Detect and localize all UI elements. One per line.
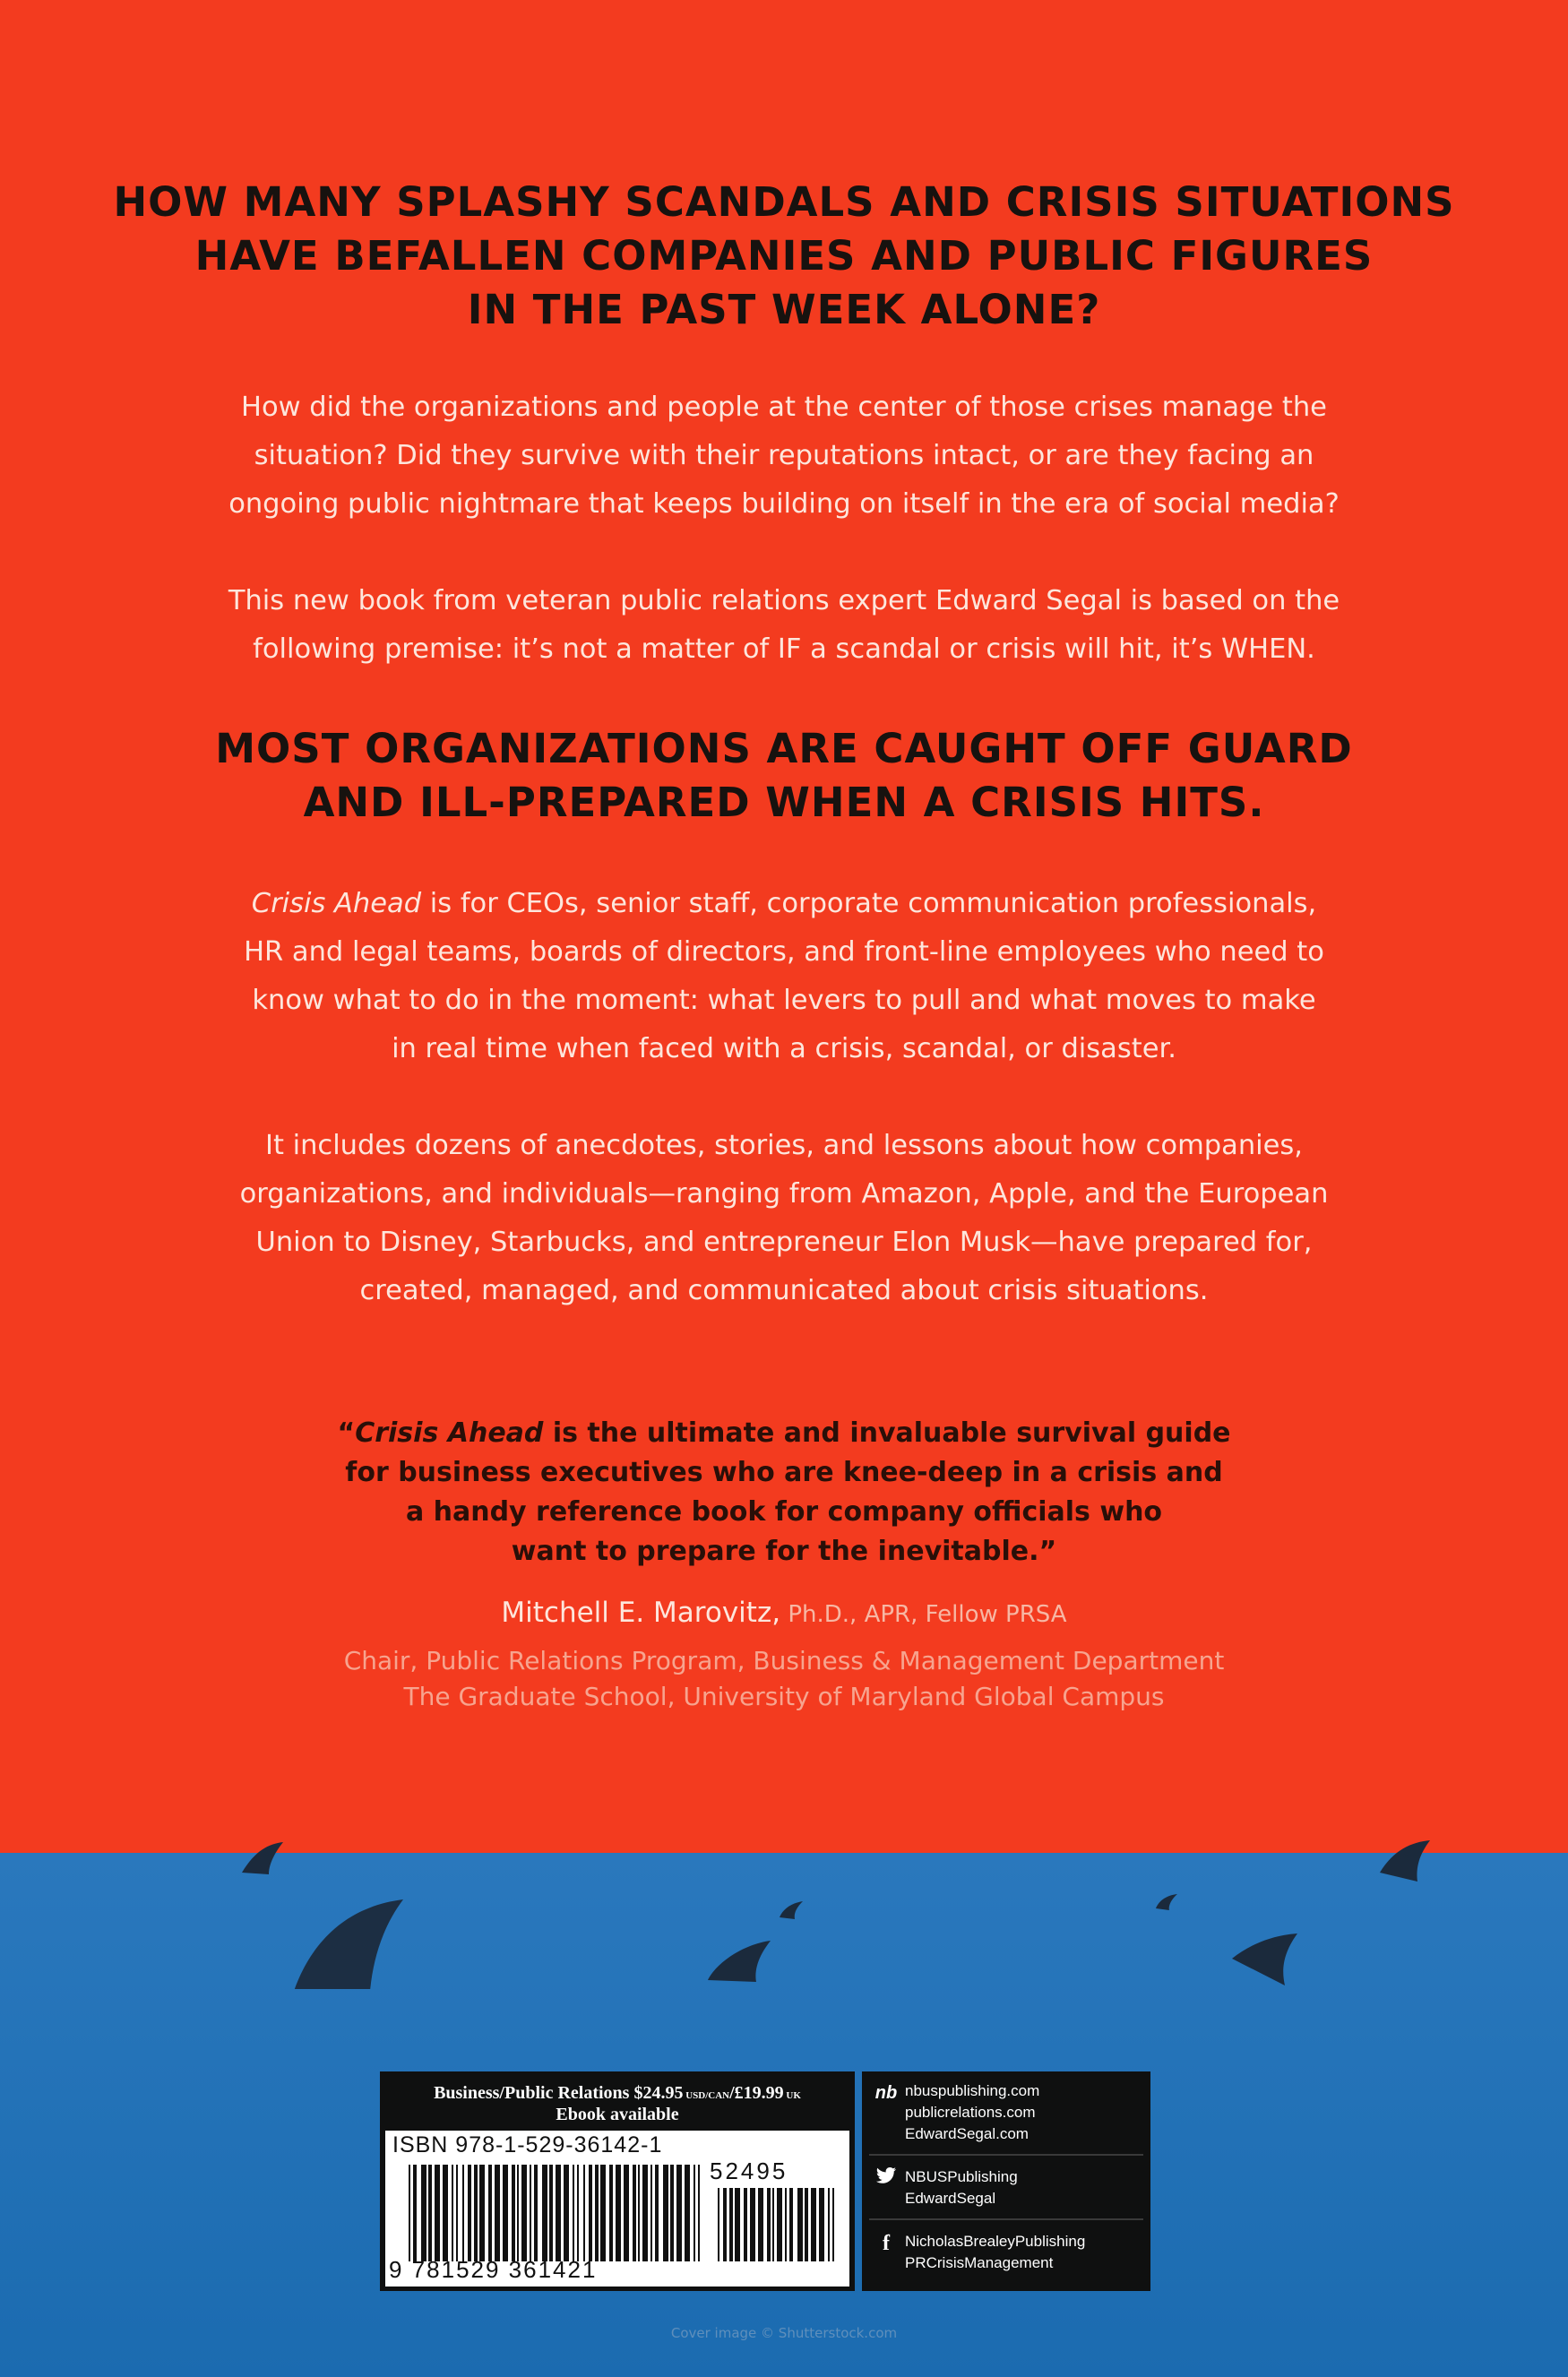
ean-number: 9 781529 361421	[389, 2256, 598, 2283]
barcode-bar	[663, 2165, 668, 2261]
barcode-bar	[556, 2165, 561, 2261]
barcode-bar	[600, 2165, 606, 2261]
barcode-addon-bar	[750, 2188, 755, 2261]
paragraph-text: is for CEOs, senior staff, corporate communication professionals,	[421, 888, 1317, 919]
barcode-addon-bar	[767, 2188, 771, 2261]
category-label: Business/Public Relations	[434, 2083, 634, 2103]
barcode-addon-bar	[819, 2188, 824, 2261]
price-line	[380, 2082, 855, 2106]
paragraph-line	[0, 880, 1568, 928]
price-separator: /	[729, 2083, 735, 2103]
barcode-addon-bar	[718, 2188, 719, 2261]
barcode-bar	[650, 2165, 652, 2261]
price-barcode-panel	[380, 2071, 855, 2291]
barcode-bar	[452, 2165, 453, 2261]
price-gbp-unit: UK	[783, 2090, 801, 2101]
twitter-bird-icon	[874, 2166, 898, 2192]
headline-line: HAVE BEFALLEN COMPANIES AND PUBLIC FIGURES	[194, 232, 1374, 280]
barcode-bar	[468, 2165, 471, 2261]
barcode-bar	[542, 2165, 547, 2261]
barcode-bar	[479, 2165, 485, 2261]
barcode-bar	[616, 2165, 621, 2261]
quote-line: want to prepare for the inevitable.”	[511, 1536, 1057, 1567]
barcode-bar	[583, 2165, 585, 2261]
barcode-bar	[534, 2165, 538, 2261]
barcode-addon-bar	[772, 2188, 774, 2261]
divider	[869, 2218, 1143, 2220]
endorser-role-line: The Graduate School, University of Maryland Global Campus	[403, 1682, 1165, 1711]
paragraph-line: It includes dozens of anecdotes, stories, and lessons about how companies,	[264, 1130, 1304, 1161]
barcode-bar	[694, 2165, 695, 2261]
website-link[interactable]: EdwardSegal.com	[905, 2125, 1029, 2142]
barcode-bar	[685, 2165, 690, 2261]
website-link[interactable]: nbuspublishing.com	[905, 2082, 1040, 2099]
isbn-number: ISBN 978-1-529-36142-1	[392, 2132, 663, 2157]
barcode-bar	[595, 2165, 599, 2261]
paragraph-line: following premise: it’s not a matter of IF a scandal or crisis will hit, it’s WHEN.	[253, 633, 1315, 665]
cover-image-credit: Cover image © Shutterstock.com	[670, 2325, 898, 2341]
barcode-bar	[655, 2165, 659, 2261]
barcode-box	[385, 2131, 849, 2287]
barcode-addon-bar	[797, 2188, 803, 2261]
barcode-addon-bar	[744, 2188, 747, 2261]
endorser-role-line: Chair, Public Relations Program, Business & Management Department	[343, 1646, 1225, 1675]
endorser-name-line	[0, 1593, 1568, 1634]
paragraph-line: HR and legal teams, boards of directors, and front-line employees who need to	[244, 936, 1324, 968]
quote-line: for business executives who are knee-deep in a crisis and	[345, 1457, 1223, 1488]
nb-logo-icon: nb	[874, 2083, 898, 2103]
publisher-panel	[862, 2071, 1150, 2291]
barcode-bar	[512, 2165, 515, 2261]
facebook-page[interactable]: NicholasBrealeyPublishing	[905, 2233, 1086, 2250]
barcode-bar	[549, 2165, 553, 2261]
paragraph-line: organizations, and individuals—ranging from Amazon, Apple, and the European	[239, 1178, 1329, 1210]
headline-line: IN THE PAST WEEK ALONE?	[467, 286, 1101, 333]
barcode-addon-bar	[828, 2188, 830, 2261]
barcode-bar	[624, 2165, 629, 2261]
barcode-bar	[530, 2165, 531, 2261]
endorser-name: Mitchell E. Marovitz,	[501, 1597, 781, 1629]
quote-line	[0, 1414, 1568, 1453]
barcode-addon-bar	[723, 2188, 727, 2261]
barcode-bar	[609, 2165, 613, 2261]
barcode-bar	[421, 2165, 426, 2261]
shark-fin	[1156, 1894, 1177, 1910]
headline-line: AND ILL-PREPARED WHEN A CRISIS HITS.	[303, 779, 1265, 826]
barcode-bar	[577, 2165, 579, 2261]
barcode-addon-bar	[832, 2188, 834, 2261]
price-usd: $24.95	[633, 2083, 684, 2103]
quote-text: is the ultimate and invaluable survival guide	[543, 1417, 1231, 1449]
endorser-credentials: Ph.D., APR, Fellow PRSA	[780, 1601, 1067, 1628]
paragraph-line: This new book from veteran public relations expert Edward Segal is based on the	[228, 585, 1340, 616]
ebook-availability: Ebook available	[556, 2105, 679, 2124]
barcode-addon-bar	[758, 2188, 763, 2261]
barcode-bar	[638, 2165, 640, 2261]
book-title: Crisis Ahead	[251, 888, 422, 919]
barcode-bar	[495, 2165, 500, 2261]
barcode-bar	[428, 2165, 432, 2261]
barcode-bar	[633, 2165, 636, 2261]
barcode-bar	[670, 2165, 674, 2261]
barcode-bar	[573, 2165, 574, 2261]
barcode-addon-bar	[811, 2188, 816, 2261]
barcode-addon-number: 52495	[710, 2157, 788, 2184]
barcode-bar	[474, 2165, 478, 2261]
barcode-bar	[456, 2165, 458, 2261]
twitter-handle[interactable]: NBUSPublishing	[905, 2168, 1018, 2185]
price-usd-unit: USD/CAN	[683, 2090, 730, 2101]
shark-fins-illustration	[0, 1810, 1568, 1989]
barcode-addon-bar	[805, 2188, 808, 2261]
divider	[869, 2154, 1143, 2156]
quote-line: a handy reference book for company officials who	[405, 1496, 1163, 1528]
barcode-addon-bar	[789, 2188, 793, 2261]
paragraph-line: situation? Did they survive with their reputations intact, or are they facing an	[254, 440, 1314, 471]
paragraph-line: know what to do in the moment: what levers to pull and what moves to make	[252, 985, 1316, 1016]
barcode-addon-bar	[777, 2188, 782, 2261]
shark-fin	[1380, 1840, 1430, 1882]
facebook-page[interactable]: PRCrisisManagement	[905, 2254, 1054, 2271]
book-title: Crisis Ahead	[355, 1417, 544, 1449]
barcode-bar	[413, 2165, 417, 2261]
shark-fin	[1232, 1933, 1297, 1985]
barcode-bar	[589, 2165, 592, 2261]
barcode-bar	[488, 2165, 492, 2261]
facebook-icon: f	[883, 2232, 890, 2255]
headline-line: MOST ORGANIZATIONS ARE CAUGHT OFF GUARD	[215, 725, 1353, 772]
barcode-bar	[517, 2165, 519, 2261]
barcode-bar	[564, 2165, 569, 2261]
barcode-bar	[409, 2165, 410, 2261]
paragraph-line: ongoing public nightmare that keeps building on itself in the era of social media?	[228, 488, 1340, 520]
barcode-addon-bar	[735, 2188, 740, 2261]
barcode-addon-bar	[785, 2188, 787, 2261]
barcode-bar	[521, 2165, 527, 2261]
barcode-addon-bar	[729, 2188, 733, 2261]
barcode-bar	[503, 2165, 508, 2261]
barcode-bar	[435, 2165, 440, 2261]
barcode-bar	[676, 2165, 682, 2261]
paragraph-line: Union to Disney, Starbucks, and entrepreneur Elon Musk—have prepared for,	[255, 1227, 1313, 1258]
paragraph-line: How did the organizations and people at the center of those crises manage the	[241, 392, 1327, 423]
shark-fin	[242, 1842, 283, 1874]
quote-open-mark: “	[337, 1417, 356, 1449]
barcode-bar	[443, 2165, 448, 2261]
barcode-bar	[642, 2165, 648, 2261]
paragraph-line: created, managed, and communicated about crisis situations.	[359, 1275, 1209, 1306]
website-link[interactable]: publicrelations.com	[905, 2104, 1036, 2121]
barcode-bars	[409, 2165, 839, 2261]
barcode-bar	[462, 2165, 464, 2261]
price-gbp: £19.99	[734, 2083, 784, 2103]
shark-fin	[285, 1899, 403, 1989]
barcode-bar	[698, 2165, 700, 2261]
twitter-handle[interactable]: EdwardSegal	[905, 2190, 996, 2207]
paragraph-line: in real time when faced with a crisis, scandal, or disaster.	[392, 1033, 1176, 1064]
shark-fin	[708, 1941, 771, 1982]
headline-line: HOW MANY SPLASHY SCANDALS AND CRISIS SITUATIONS	[113, 178, 1455, 226]
shark-fin	[780, 1901, 803, 1919]
